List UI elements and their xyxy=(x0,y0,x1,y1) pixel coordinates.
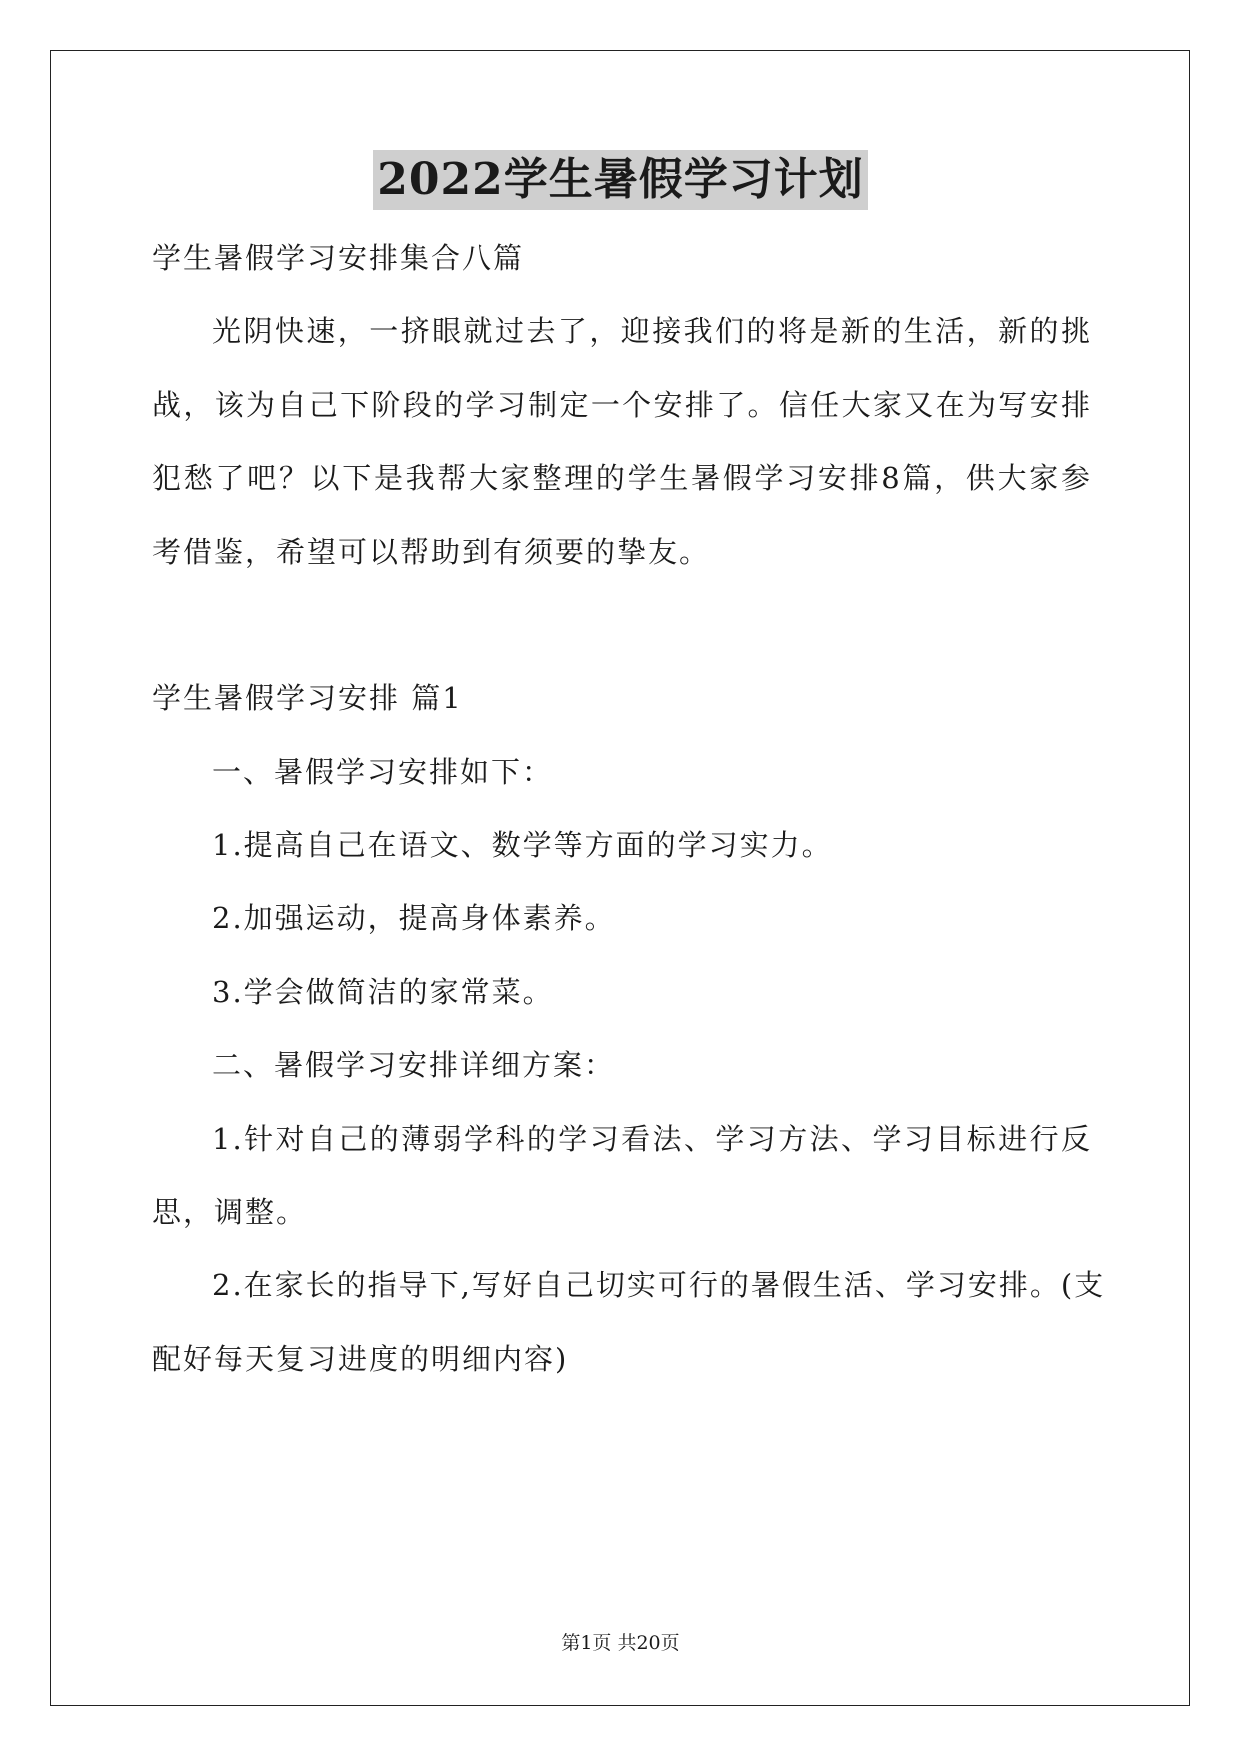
intro-line: 光阴快速，一挤眼就过去了，迎接我们的将是新的生活，新的挑 xyxy=(212,314,1092,348)
list-item-continuation: 配好每天复习进度的明细内容) xyxy=(152,1342,569,1376)
list-item: 3.学会做简洁的家常菜。 xyxy=(212,975,554,1009)
list-item: 1.提高自己在语文、数学等方面的学习实力。 xyxy=(212,828,833,862)
intro-line: 战，该为自己下阶段的学习制定一个安排了。信任大家又在为写安排 xyxy=(152,388,1092,422)
intro-line: 犯愁了吧？以下是我帮大家整理的学生暑假学习安排8篇，供大家参 xyxy=(152,461,1092,495)
part2-heading: 二、暑假学习安排详细方案： xyxy=(212,1048,616,1082)
intro-line: 考借鉴，希望可以帮助到有须要的挚友。 xyxy=(152,535,711,569)
page-footer: 第1页 共20页 xyxy=(561,1632,680,1654)
part1-heading: 一、暑假学习安排如下： xyxy=(212,755,554,789)
list-item-continuation: 思，调整。 xyxy=(152,1195,308,1229)
document-subtitle: 学生暑假学习安排集合八篇 xyxy=(152,241,525,275)
document-title: 2022学生暑假学习计划 xyxy=(373,150,867,210)
section-heading: 学生暑假学习安排 篇1 xyxy=(152,681,463,715)
list-item: 2.在家长的指导下,写好自己切实可行的暑假生活、学习安排。(支 xyxy=(212,1268,1106,1302)
list-item: 1.针对自己的薄弱学科的学习看法、学习方法、学习目标进行反 xyxy=(212,1122,1092,1156)
title-wrap xyxy=(0,150,1241,210)
list-item: 2.加强运动，提高身体素养。 xyxy=(212,901,616,935)
page-border xyxy=(50,50,1190,1706)
